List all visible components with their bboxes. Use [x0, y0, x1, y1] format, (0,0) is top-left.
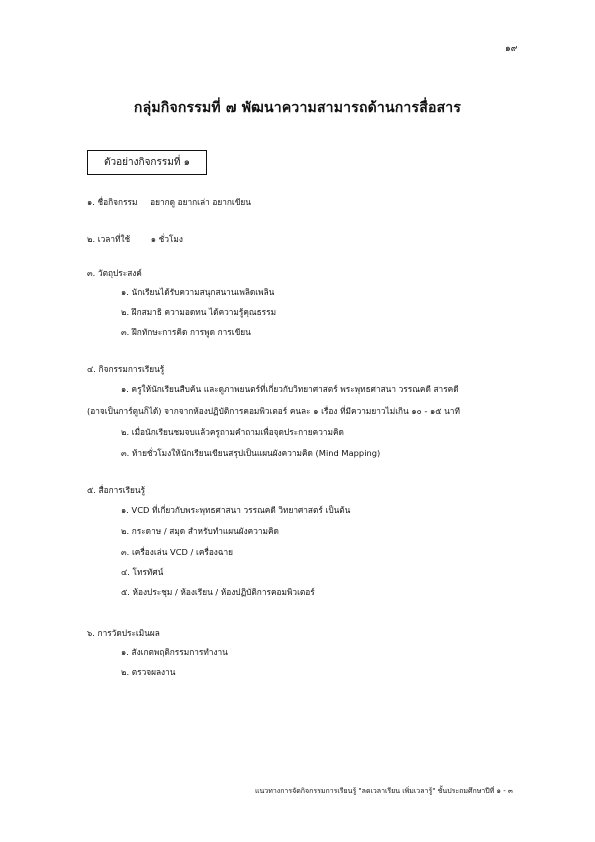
materials-heading: ๕. สื่อการเรียนรู้ [87, 485, 146, 495]
page-title: กลุ่มกิจกรรมที่ ๗ พัฒนาความสามารถด้านการสื่อสาร [133, 100, 462, 116]
duration-label: ๒. เวลาที่ใช้ [87, 234, 131, 244]
example-label: ตัวอย่างกิจกรรมที่ ๑ [104, 157, 190, 168]
learning-activities-heading: ๔. กิจกรรมการเรียนรู้ [87, 364, 165, 374]
duration-value: ๑ ชั่วโมง [150, 234, 183, 244]
duration-row [87, 232, 183, 246]
objective-item: ๑. นักเรียนได้รับความสนุกสนานเพลิดเพลิน [121, 287, 275, 297]
objective-item: ๓. ฝึกทักษะการคิด การพูด การเขียน [121, 327, 251, 337]
objectives-heading: ๓. วัตถุประสงค์ [87, 268, 142, 278]
activity-name-label: ๑. ชื่อกิจกรรม [87, 197, 138, 207]
evaluation-item: ๒. ตรวจผลงาน [121, 667, 176, 677]
material-item: ๓. เครื่องเล่น VCD / เครื่องฉาย [121, 547, 234, 557]
learning-activity-item: ๑. ครูให้นักเรียนสืบค้น และดูภาพยนตร์ที่เกี่ยวกับวิทยาศาสตร์ พระพุทธศาสนา วรรณคดี สารคดี [121, 384, 459, 394]
evaluation-heading: ๖. การวัดประเมินผล [87, 628, 160, 638]
page-number: ๑๙ [505, 44, 518, 54]
learning-activity-item-continued: (อาจเป็นการ์ตูนก็ได้) จากจากห้องปฏิบัติการคอมพิวเตอร์ คนละ ๑ เรื่อง ที่มีความยาวไม่เกิน ๑๐ - ๑๕ นาที [87, 406, 460, 416]
material-item: ๑. VCD ที่เกี่ยวกับพระพุทธศาสนา วรรณคดี วิทยาศาสตร์ เป็นต้น [121, 505, 351, 515]
learning-activity-item: ๒. เมื่อนักเรียนชมจบแล้วครูถามคำถามเพื่อจุดประกายความคิด [121, 427, 344, 437]
material-item: ๔. โทรทัศน์ [121, 567, 164, 577]
example-label-box [87, 150, 207, 175]
material-item: ๕. ห้องประชุม / ห้องเรียน / ห้องปฏิบัติการคอมพิวเตอร์ [121, 587, 315, 597]
page-footer: แนวทางการจัดกิจกรรมการเรียนรู้ "ลดเวลาเรียน เพิ่มเวลารู้" ชั้นประถมศึกษาปีที่ ๑ - ๓ [255, 787, 513, 795]
activity-name-row [87, 195, 251, 209]
material-item: ๒. กระดาษ / สมุด สำหรับทำแผนผังความคิด [121, 526, 279, 536]
learning-activity-item: ๓. ท้ายชั่วโมงให้นักเรียนเขียนสรุปเป็นแผนผังความคิด (Mind Mapping) [121, 448, 381, 458]
objective-item: ๒. ฝึกสมาธิ ความอดทน ได้ความรู้คุณธรรม [121, 307, 277, 317]
activity-name-value: อยากดู อยากเล่า อยากเขียน [150, 197, 251, 207]
evaluation-item: ๑. สังเกตพฤติกรรมการทำงาน [121, 647, 228, 657]
